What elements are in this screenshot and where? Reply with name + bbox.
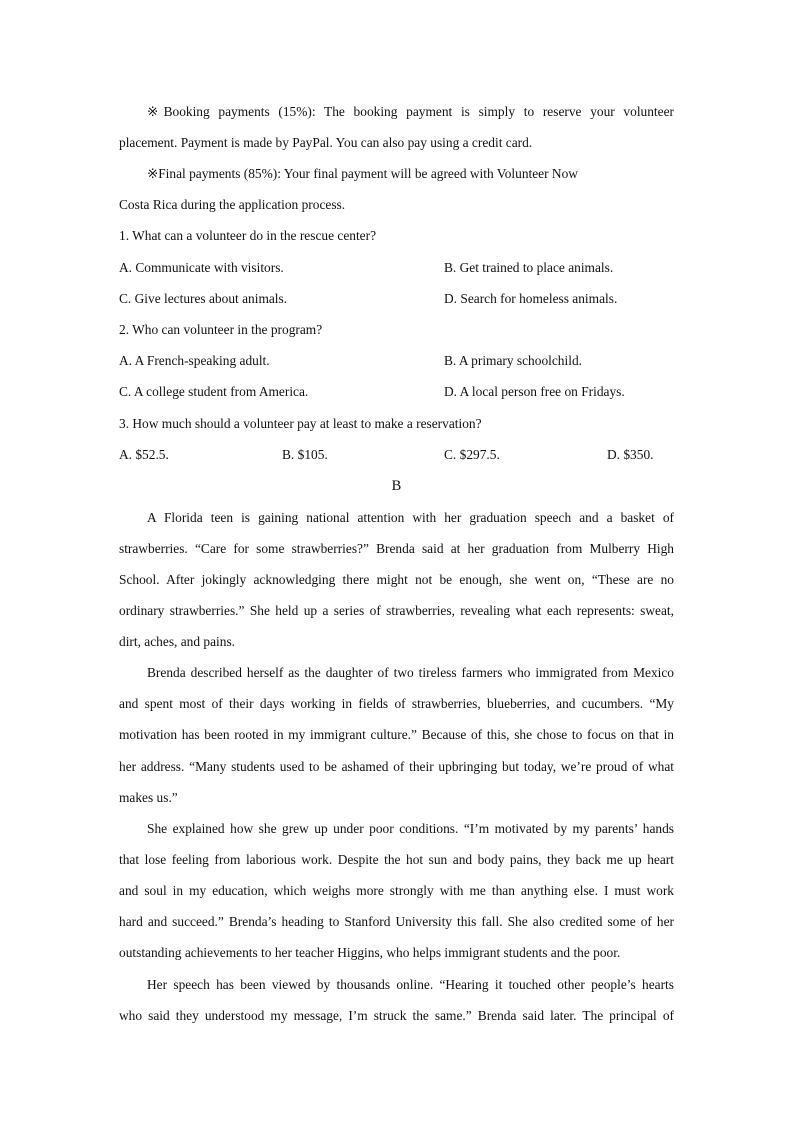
passage-line: makes us.”	[119, 790, 178, 805]
question-2-option-c: C. A college student from America.	[119, 384, 309, 399]
booking-payment-line-1: ※Booking payments (15%): The booking payment is simply to reserve your volunteer	[147, 104, 674, 119]
passage-line: She explained how she grew up under poor conditions. “I’m motivated by my parents’ hands	[147, 821, 674, 836]
section-b-heading: B	[391, 478, 402, 494]
passage-line: Her speech has been viewed by thousands online. “Hearing it touched other people’s hearts	[147, 977, 674, 992]
question-2-option-b: B. A primary schoolchild.	[444, 353, 582, 368]
question-2-option-d: D. A local person free on Fridays.	[444, 384, 625, 399]
passage-line: who said they understood my message, I’m struck the same.” Brenda said later. The principal of	[119, 1008, 674, 1023]
passage-line: and spent most of their days working in fields of strawberries, blueberries, and cucumbers. “My	[119, 696, 674, 711]
question-2-option-a: A. A French-speaking adult.	[119, 353, 270, 368]
question-3-option-d: D. $350.	[607, 447, 654, 462]
passage-line: hard and succeed.” Brenda’s heading to Stanford University this fall. She also credited some of her	[119, 914, 674, 929]
passage-line: dirt, aches, and pains.	[119, 634, 236, 649]
passage-line: strawberries. “Care for some strawberries?” Brenda said at her graduation from Mulberry High	[119, 541, 674, 556]
booking-payment-line-2: placement. Payment is made by PayPal. You can also pay using a credit card.	[119, 135, 533, 150]
passage-line: ordinary strawberries.” She held up a series of strawberries, revealing what each represents: sweat,	[119, 603, 674, 618]
question-3-stem: 3. How much should a volunteer pay at least to make a reservation?	[119, 416, 482, 431]
passage-line: her address. “Many students used to be ashamed of their upbringing but today, we’re proud of what	[119, 759, 674, 774]
question-1-option-c: C. Give lectures about animals.	[119, 291, 288, 306]
question-1-option-a: A. Communicate with visitors.	[119, 260, 284, 275]
passage-line: A Florida teen is gaining national attention with her graduation speech and a basket of	[147, 510, 674, 525]
question-1-option-d: D. Search for homeless animals.	[444, 291, 618, 306]
question-1-option-b: B. Get trained to place animals.	[444, 260, 614, 275]
question-3-option-b: B. $105.	[282, 447, 328, 462]
question-3-option-c: C. $297.5.	[444, 447, 500, 462]
question-1-stem: 1. What can a volunteer do in the rescue center?	[119, 228, 377, 243]
final-payment-line-1: ※Final payments (85%): Your final payment will be agreed with Volunteer Now	[147, 166, 578, 181]
passage-line: and soul in my education, which weighs more strongly with me than anything else. I must work	[119, 883, 674, 898]
passage-line: School. After jokingly acknowledging there might not be enough, she went on, “These are no	[119, 572, 674, 587]
passage-line: motivation has been rooted in my immigrant culture.” Because of this, she chose to focus on that in	[119, 727, 674, 742]
passage-line: that lose feeling from laborious work. Despite the hot sun and body pains, they back me up heart	[119, 852, 674, 867]
final-payment-line-2: Costa Rica during the application process.	[119, 197, 346, 212]
question-3-option-a: A. $52.5.	[119, 447, 169, 462]
passage-line: Brenda described herself as the daughter of two tireless farmers who immigrated from Mexico	[147, 665, 674, 680]
passage-line: outstanding achievements to her teacher Higgins, who helps immigrant students and the poor.	[119, 945, 621, 960]
question-2-stem: 2. Who can volunteer in the program?	[119, 322, 323, 337]
